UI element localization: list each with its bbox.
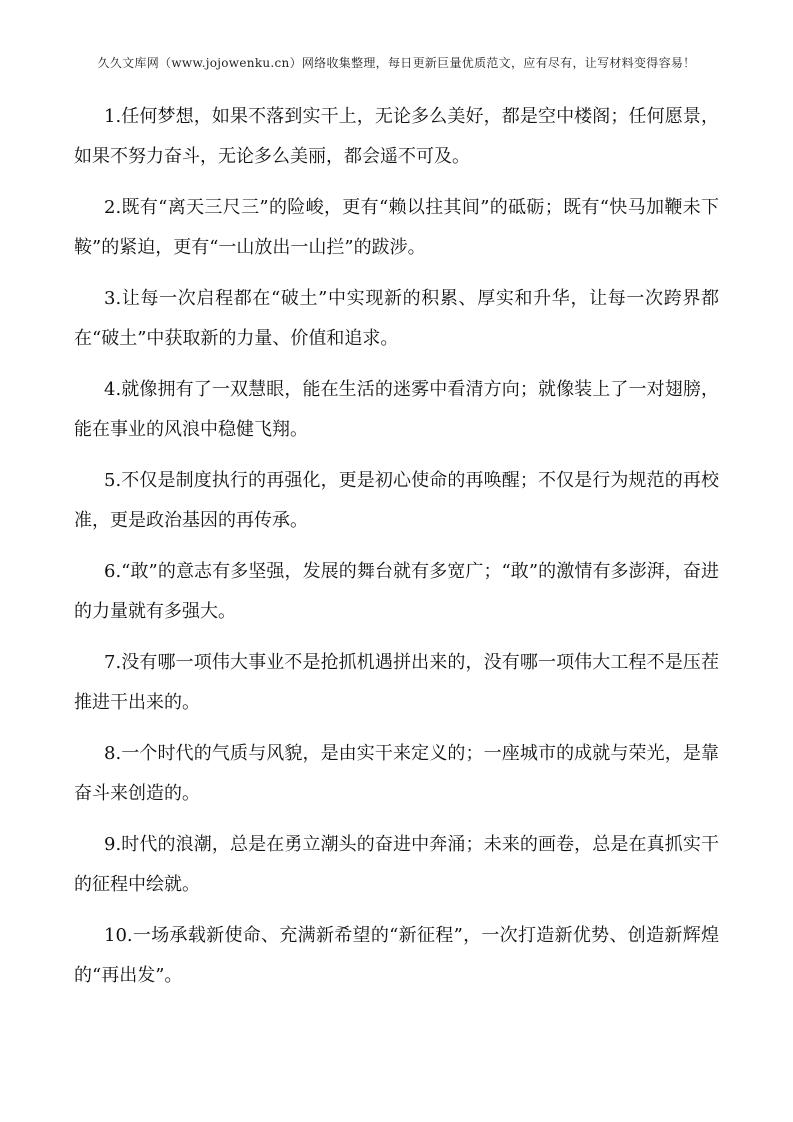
paragraph-2: 2.既有“离天三尺三”的险峻，更有“赖以拄其间”的砥砺；既有“快马加鞭未下鞍”的紧迫，更有“一山放出一山拦”的跋涉。 [74,197,719,258]
paragraph-3: 3.让每一次启程都在“破土”中实现新的积累、厚实和升华，让每一次跨界都在“破土”中获取新的力量、价值和追求。 [74,288,719,349]
paragraph-5: 5.不仅是制度执行的再强化，更是初心使命的再唤醒；不仅是行为规范的再校准，更是政治基因的再传承。 [74,470,719,531]
paragraph-1: 1.任何梦想，如果不落到实干上，无论多么美好，都是空中楼阁；任何愿景，如果不努力奋斗，无论多么美丽，都会遥不可及。 [74,106,719,167]
paragraph-6: 6.“敢”的意志有多坚强，发展的舞台就有多宽广；“敢”的激情有多澎湃，奋进的力量就有多强大。 [74,561,719,622]
document-body [74,97,719,1007]
paragraph-8: 8.一个时代的气质与风貌，是由实干来定义的；一座城市的成就与荣光，是靠奋斗来创造的。 [74,743,719,804]
site-header-note: 久久文库网（www.jojowenku.cn）网络收集整理，每日更新巨量优质范文，应有尽有，让写材料变得容易！ [97,56,696,70]
paragraph-10: 10.一场承载新使命、充满新希望的“新征程”，一次打造新优势、创造新辉煌的“再出发”。 [74,925,719,986]
paragraph-4: 4.就像拥有了一双慧眼，能在生活的迷雾中看清方向；就像装上了一对翅膀，能在事业的风浪中稳健飞翔。 [74,379,719,440]
paragraph-7: 7.没有哪一项伟大事业不是抢抓机遇拼出来的，没有哪一项伟大工程不是压茬推进干出来的。 [74,652,719,713]
paragraph-9: 9.时代的浪潮，总是在勇立潮头的奋进中奔涌；未来的画卷，总是在真抓实干的征程中绘就。 [74,834,719,895]
